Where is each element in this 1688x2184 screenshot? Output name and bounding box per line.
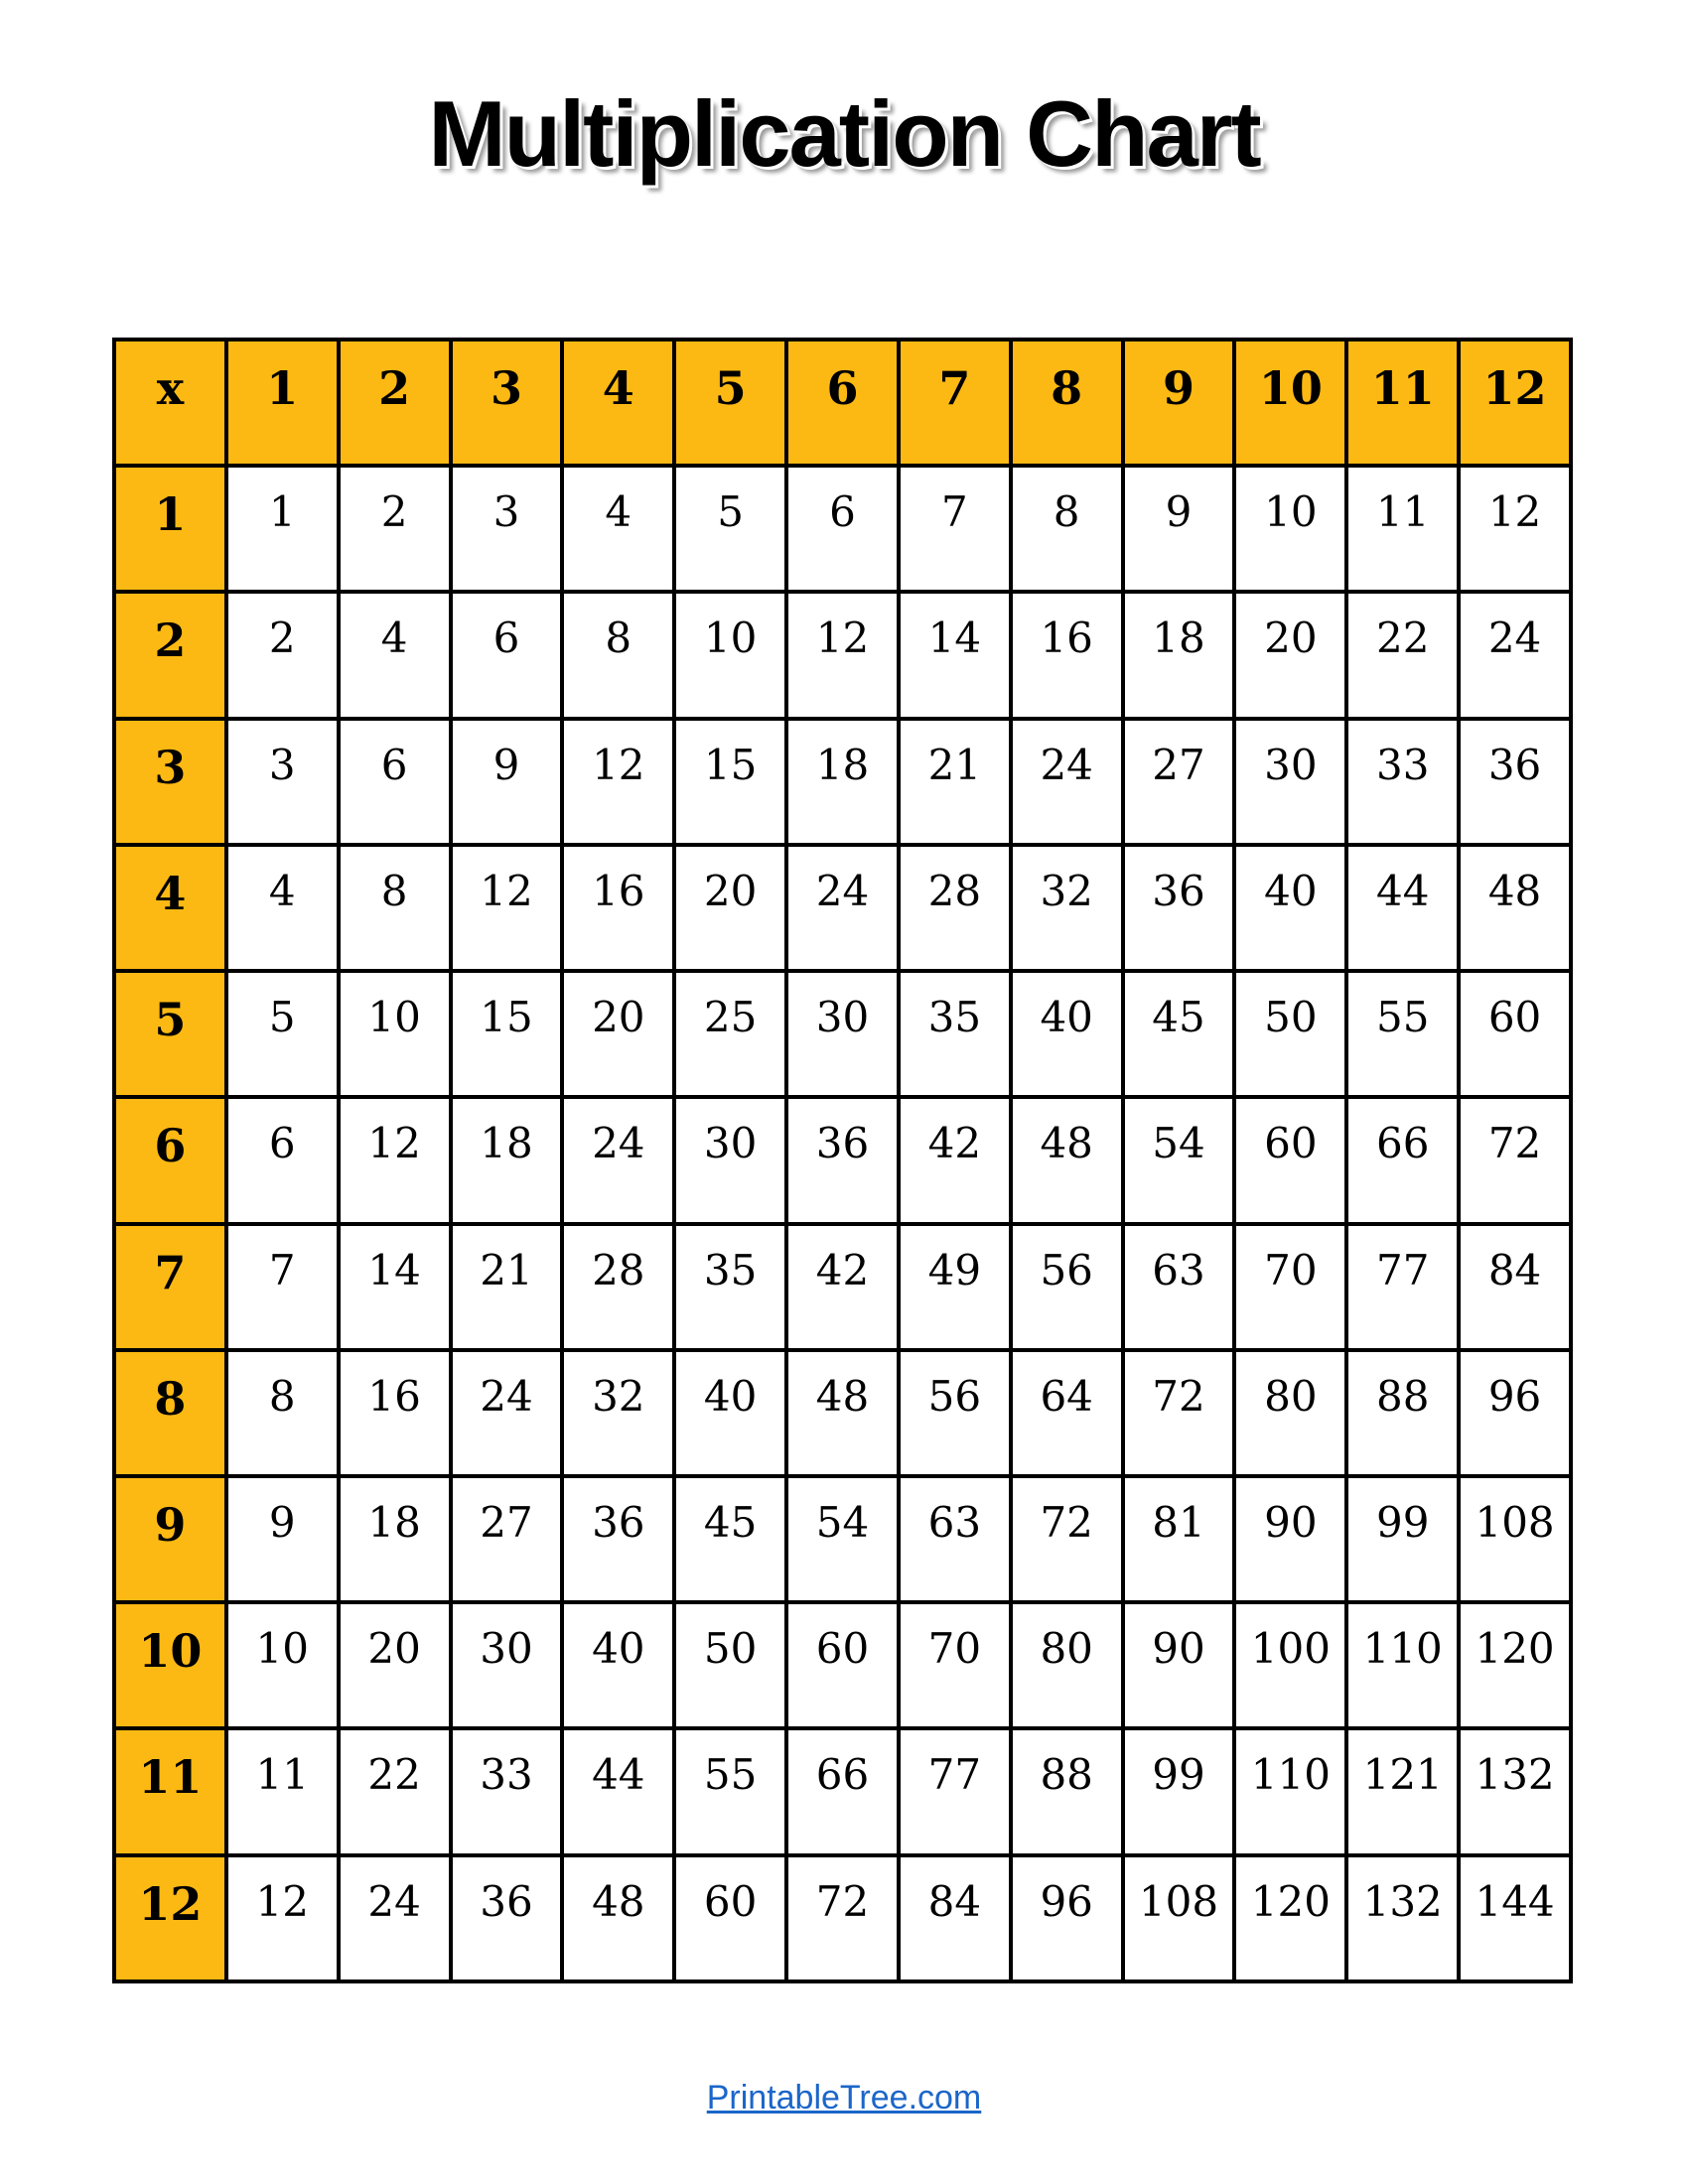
table-cell: 40 <box>674 1350 786 1476</box>
table-cell: 40 <box>1234 845 1346 971</box>
table-cell: 9 <box>451 719 563 845</box>
table-cell: 32 <box>562 1350 674 1476</box>
table-cell: 18 <box>339 1476 451 1602</box>
table-cell: 10 <box>674 592 786 718</box>
table-cell: 5 <box>674 466 786 592</box>
table-cell: 27 <box>1123 719 1235 845</box>
row-header-cell: 4 <box>114 845 226 971</box>
table-cell: 30 <box>786 971 899 1097</box>
table-cell: 56 <box>1011 1224 1123 1350</box>
table-cell: 7 <box>899 466 1011 592</box>
table-cell: 4 <box>562 466 674 592</box>
row-header-cell: 5 <box>114 971 226 1097</box>
table-row <box>114 845 1571 971</box>
row-header-cell: 2 <box>114 592 226 718</box>
row-header-cell: 1 <box>114 466 226 592</box>
table-cell: 50 <box>674 1602 786 1728</box>
table-cell: 48 <box>786 1350 899 1476</box>
table-cell: 72 <box>1123 1350 1235 1476</box>
table-cell: 84 <box>899 1855 1011 1981</box>
col-header-cell: 8 <box>1011 340 1123 466</box>
table-cell: 12 <box>451 845 563 971</box>
row-header-cell: 12 <box>114 1855 226 1981</box>
col-header-cell: 6 <box>786 340 899 466</box>
table-cell: 25 <box>674 971 786 1097</box>
table-cell: 55 <box>1346 971 1459 1097</box>
table-cell: 44 <box>1346 845 1459 971</box>
table-cell: 80 <box>1234 1350 1346 1476</box>
table-row <box>114 592 1571 718</box>
table-cell: 121 <box>1346 1728 1459 1854</box>
table-cell: 18 <box>1123 592 1235 718</box>
table-cell: 6 <box>226 1097 339 1223</box>
col-header-cell: 3 <box>451 340 563 466</box>
table-cell: 15 <box>674 719 786 845</box>
table-cell: 36 <box>1459 719 1571 845</box>
table-cell: 18 <box>451 1097 563 1223</box>
table-cell: 63 <box>1123 1224 1235 1350</box>
table-cell: 22 <box>339 1728 451 1854</box>
table-row <box>114 1855 1571 1981</box>
table-cell: 11 <box>226 1728 339 1854</box>
table-cell: 10 <box>1234 466 1346 592</box>
table-cell: 96 <box>1011 1855 1123 1981</box>
table-cell: 88 <box>1346 1350 1459 1476</box>
table-cell: 21 <box>451 1224 563 1350</box>
table-row <box>114 1602 1571 1728</box>
table-cell: 70 <box>899 1602 1011 1728</box>
table-row <box>114 1728 1571 1854</box>
table-cell: 12 <box>1459 466 1571 592</box>
table-cell: 2 <box>226 592 339 718</box>
table-cell: 66 <box>786 1728 899 1854</box>
table-cell: 66 <box>1346 1097 1459 1223</box>
table-cell: 9 <box>1123 466 1235 592</box>
table-cell: 18 <box>786 719 899 845</box>
table-cell: 16 <box>1011 592 1123 718</box>
col-header-cell: 11 <box>1346 340 1459 466</box>
table-cell: 60 <box>786 1602 899 1728</box>
table-cell: 120 <box>1234 1855 1346 1981</box>
table-cell: 96 <box>1459 1350 1571 1476</box>
header-row <box>114 340 1571 466</box>
table-cell: 22 <box>1346 592 1459 718</box>
table-cell: 4 <box>226 845 339 971</box>
table-cell: 35 <box>899 971 1011 1097</box>
table-cell: 12 <box>339 1097 451 1223</box>
table-cell: 80 <box>1011 1602 1123 1728</box>
table-cell: 72 <box>1011 1476 1123 1602</box>
table-cell: 20 <box>339 1602 451 1728</box>
row-header-cell: 3 <box>114 719 226 845</box>
row-header-cell: 11 <box>114 1728 226 1854</box>
table-cell: 45 <box>1123 971 1235 1097</box>
table-cell: 8 <box>1011 466 1123 592</box>
table-cell: 28 <box>899 845 1011 971</box>
table-cell: 55 <box>674 1728 786 1854</box>
table-cell: 110 <box>1234 1728 1346 1854</box>
col-header-cell: 4 <box>562 340 674 466</box>
table-cell: 14 <box>899 592 1011 718</box>
table-cell: 10 <box>339 971 451 1097</box>
table-cell: 24 <box>786 845 899 971</box>
col-header-cell: 12 <box>1459 340 1571 466</box>
table-cell: 36 <box>786 1097 899 1223</box>
table-cell: 24 <box>1011 719 1123 845</box>
table-cell: 64 <box>1011 1350 1123 1476</box>
table-cell: 10 <box>226 1602 339 1728</box>
table-cell: 21 <box>899 719 1011 845</box>
table-cell: 108 <box>1459 1476 1571 1602</box>
table-cell: 60 <box>1234 1097 1346 1223</box>
table-cell: 36 <box>1123 845 1235 971</box>
table-cell: 5 <box>226 971 339 1097</box>
table-row <box>114 1097 1571 1223</box>
table-cell: 16 <box>562 845 674 971</box>
table-cell: 27 <box>451 1476 563 1602</box>
table-cell: 24 <box>451 1350 563 1476</box>
table-cell: 90 <box>1123 1602 1235 1728</box>
row-header-cell: 9 <box>114 1476 226 1602</box>
table-cell: 132 <box>1346 1855 1459 1981</box>
table-cell: 42 <box>899 1097 1011 1223</box>
table-cell: 49 <box>899 1224 1011 1350</box>
table-cell: 72 <box>1459 1097 1571 1223</box>
table-cell: 14 <box>339 1224 451 1350</box>
table-cell: 90 <box>1234 1476 1346 1602</box>
table-cell: 24 <box>562 1097 674 1223</box>
table-cell: 35 <box>674 1224 786 1350</box>
table-row <box>114 1476 1571 1602</box>
footer <box>0 2079 1688 2117</box>
multiplication-table <box>112 338 1573 1983</box>
table-row <box>114 1350 1571 1476</box>
table-cell: 33 <box>1346 719 1459 845</box>
table-cell: 60 <box>674 1855 786 1981</box>
table-cell: 12 <box>226 1855 339 1981</box>
table-cell: 144 <box>1459 1855 1571 1981</box>
table-cell: 15 <box>451 971 563 1097</box>
table-row <box>114 719 1571 845</box>
table-cell: 60 <box>1459 971 1571 1097</box>
table-cell: 84 <box>1459 1224 1571 1350</box>
table-cell: 36 <box>562 1476 674 1602</box>
table-cell: 63 <box>899 1476 1011 1602</box>
table-cell: 108 <box>1123 1855 1235 1981</box>
table-cell: 48 <box>1459 845 1571 971</box>
table-cell: 99 <box>1123 1728 1235 1854</box>
table-cell: 77 <box>899 1728 1011 1854</box>
table-cell: 30 <box>674 1097 786 1223</box>
table-cell: 28 <box>562 1224 674 1350</box>
table-cell: 54 <box>1123 1097 1235 1223</box>
table-cell: 2 <box>339 466 451 592</box>
table-row <box>114 971 1571 1097</box>
table-cell: 7 <box>226 1224 339 1350</box>
table-cell: 6 <box>339 719 451 845</box>
table-cell: 40 <box>562 1602 674 1728</box>
table-cell: 20 <box>562 971 674 1097</box>
table-cell: 3 <box>226 719 339 845</box>
table-cell: 3 <box>451 466 563 592</box>
table-cell: 50 <box>1234 971 1346 1097</box>
page-title: Multiplication Chart <box>428 81 1260 186</box>
table-row <box>114 466 1571 592</box>
table-cell: 16 <box>339 1350 451 1476</box>
col-header-cell: 2 <box>339 340 451 466</box>
table-cell: 6 <box>451 592 563 718</box>
table-cell: 45 <box>674 1476 786 1602</box>
printabletree-link[interactable]: PrintableTree.com <box>706 2079 982 2116</box>
table-cell: 24 <box>1459 592 1571 718</box>
table-cell: 30 <box>451 1602 563 1728</box>
table-cell: 120 <box>1459 1602 1571 1728</box>
table-cell: 40 <box>1011 971 1123 1097</box>
table-cell: 100 <box>1234 1602 1346 1728</box>
row-header-cell: 8 <box>114 1350 226 1476</box>
table-cell: 72 <box>786 1855 899 1981</box>
table-cell: 81 <box>1123 1476 1235 1602</box>
table-cell: 6 <box>786 466 899 592</box>
table-cell: 30 <box>1234 719 1346 845</box>
table-cell: 77 <box>1346 1224 1459 1350</box>
col-header-cell: 10 <box>1234 340 1346 466</box>
table-cell: 56 <box>899 1350 1011 1476</box>
table-cell: 44 <box>562 1728 674 1854</box>
table-cell: 70 <box>1234 1224 1346 1350</box>
table-cell: 48 <box>562 1855 674 1981</box>
table-cell: 36 <box>451 1855 563 1981</box>
table-cell: 110 <box>1346 1602 1459 1728</box>
table-cell: 48 <box>1011 1097 1123 1223</box>
table-cell: 12 <box>786 592 899 718</box>
table-cell: 12 <box>562 719 674 845</box>
row-header-cell: 10 <box>114 1602 226 1728</box>
table-cell: 24 <box>339 1855 451 1981</box>
col-header-cell: 1 <box>226 340 339 466</box>
table-cell: 33 <box>451 1728 563 1854</box>
table-cell: 8 <box>562 592 674 718</box>
row-header-cell: 6 <box>114 1097 226 1223</box>
table-cell: 132 <box>1459 1728 1571 1854</box>
table-cell: 20 <box>1234 592 1346 718</box>
table-cell: 4 <box>339 592 451 718</box>
table-cell: 54 <box>786 1476 899 1602</box>
table-cell: 11 <box>1346 466 1459 592</box>
table-cell: 9 <box>226 1476 339 1602</box>
corner-header-cell: x <box>114 340 226 466</box>
table-cell: 99 <box>1346 1476 1459 1602</box>
table-cell: 42 <box>786 1224 899 1350</box>
table-row <box>114 1224 1571 1350</box>
table-cell: 8 <box>339 845 451 971</box>
row-header-cell: 7 <box>114 1224 226 1350</box>
table-cell: 1 <box>226 466 339 592</box>
table-cell: 8 <box>226 1350 339 1476</box>
col-header-cell: 7 <box>899 340 1011 466</box>
col-header-cell: 9 <box>1123 340 1235 466</box>
table-cell: 32 <box>1011 845 1123 971</box>
table-cell: 88 <box>1011 1728 1123 1854</box>
col-header-cell: 5 <box>674 340 786 466</box>
table-cell: 20 <box>674 845 786 971</box>
